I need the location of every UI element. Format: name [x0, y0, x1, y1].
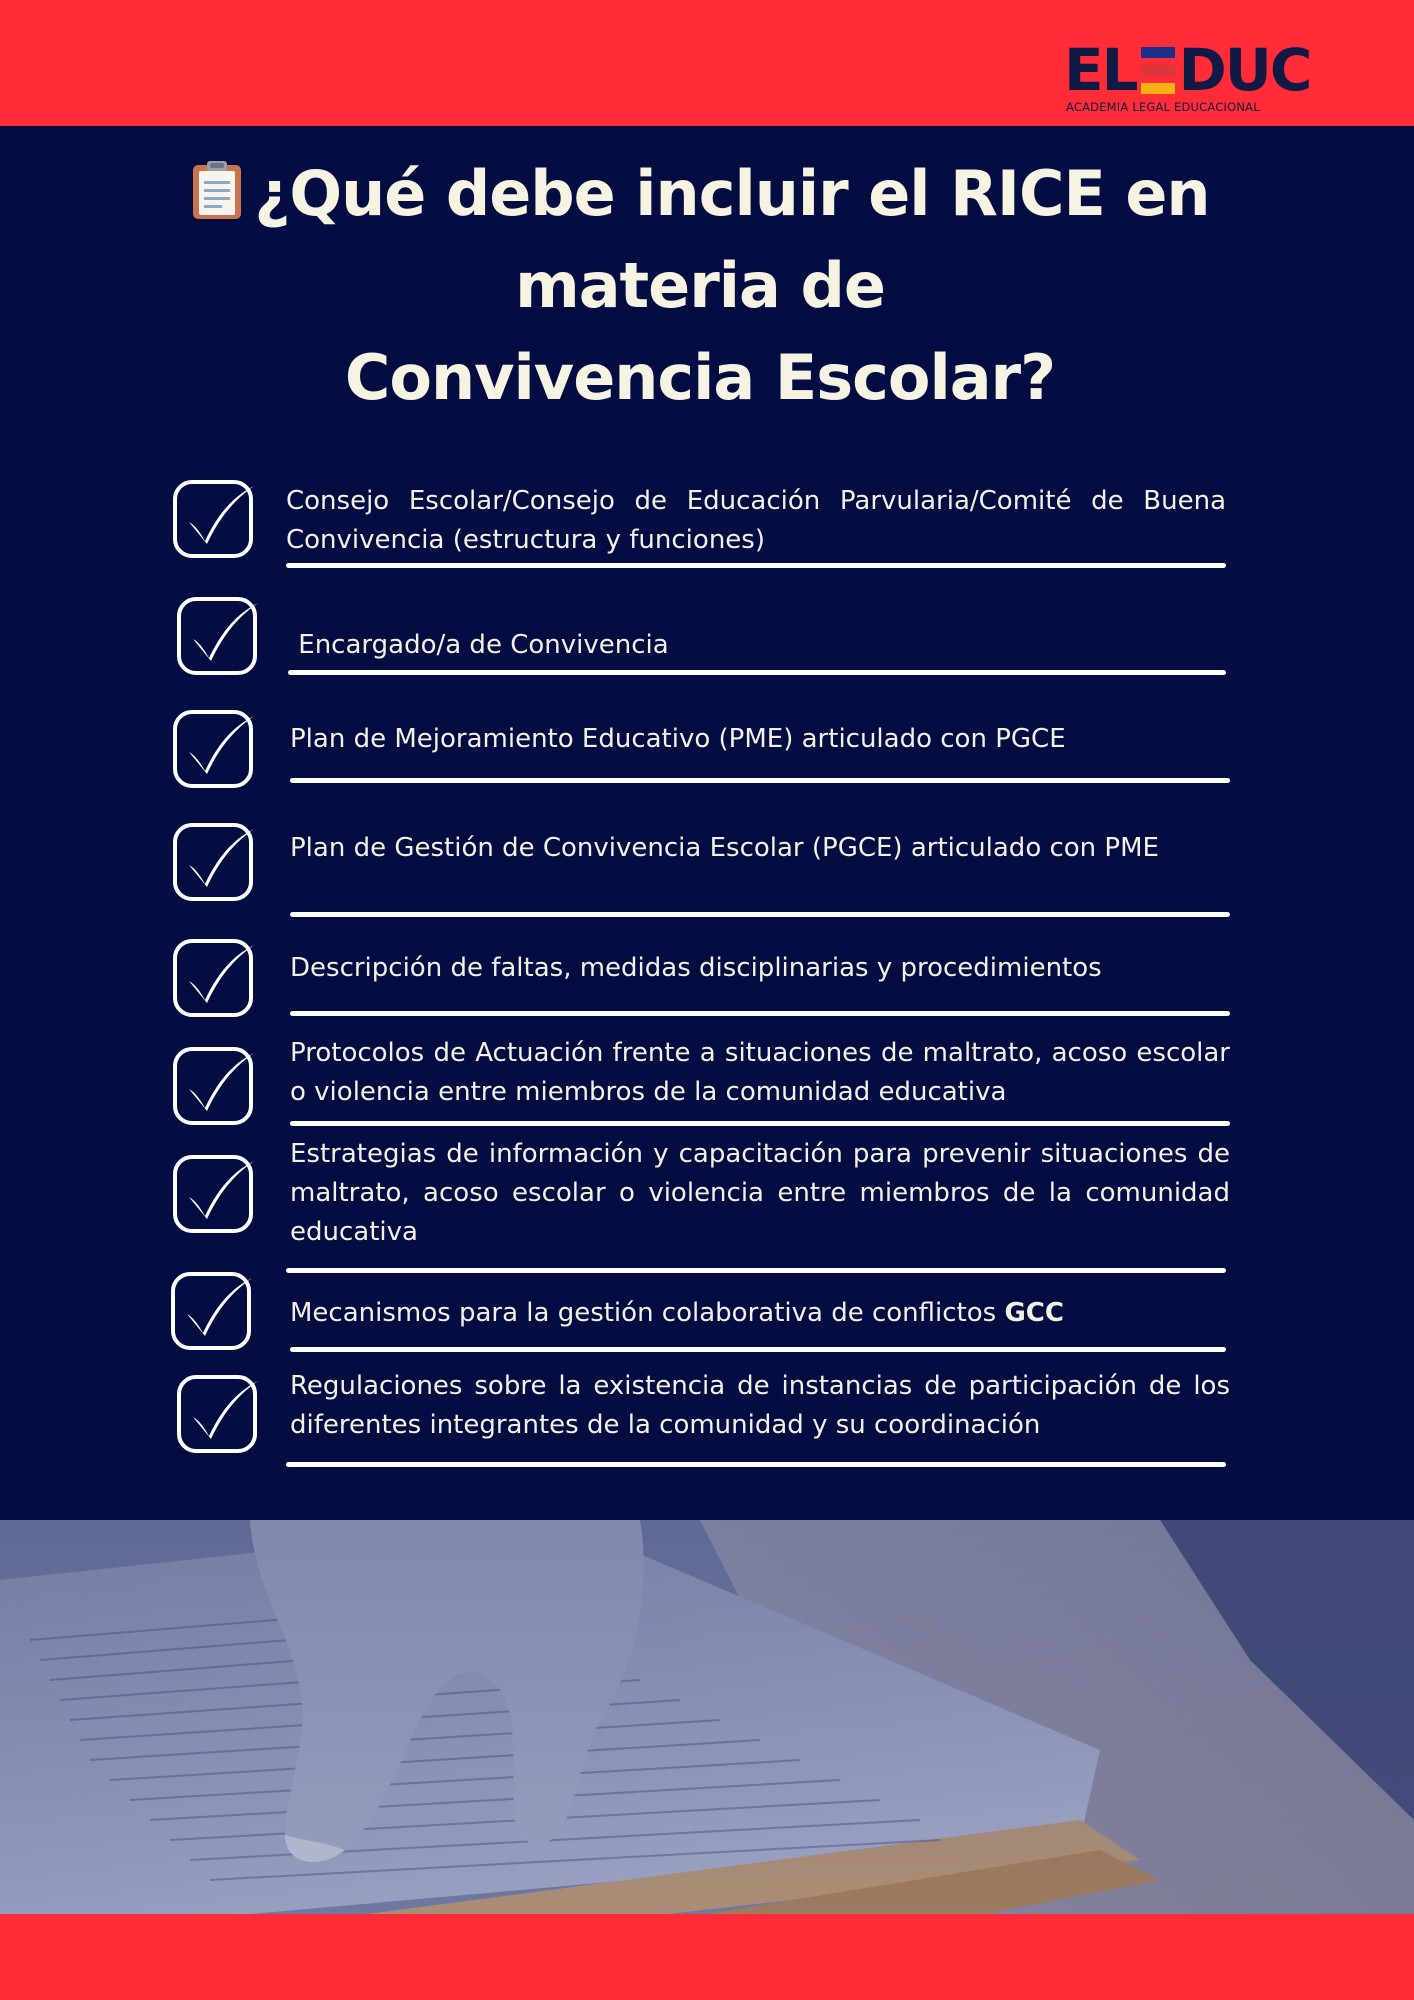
list-item-text: Regulaciones sobre la existencia de instancias de participación de los diferentes integrantes de la comunidad y su coordinación — [290, 1371, 1230, 1440]
list-item-text: Descripción de faltas, medidas disciplinarias y procedimientos — [290, 953, 1102, 983]
bottom-red-band — [0, 1914, 1414, 2000]
divider — [290, 1011, 1230, 1016]
document-reading-photo — [0, 1520, 1414, 1915]
divider — [286, 1268, 1226, 1273]
divider — [286, 1462, 1226, 1467]
checkbox-checked-icon — [172, 937, 256, 1019]
list-item-text-main: Mecanismos para la gestión colaborativa de conflictos — [290, 1298, 1005, 1328]
list-item-text: Consejo Escolar/Consejo de Educación Parvularia/Comité de Buena Convivencia (estructura y funciones) — [286, 486, 1226, 555]
checkbox-checked-icon — [172, 708, 256, 790]
divider — [290, 778, 1230, 783]
logo-subtitle: ACADEMIA LEGAL EDUCACIONAL — [1066, 100, 1260, 114]
checkbox-checked-icon — [172, 821, 256, 903]
list-item-text — [290, 1294, 1230, 1333]
list-item-text: Estrategias de información y capacitación para prevenir situaciones de maltrato, acoso escolar o violencia entre miembros de la comunidad educativa — [290, 1139, 1230, 1247]
checkbox-checked-icon — [176, 595, 260, 677]
title-line-2: materia de — [515, 249, 885, 322]
list-item-text: Encargado/a de Convivencia — [290, 630, 669, 660]
list-item-text: Protocolos de Actuación frente a situaciones de maltrato, acoso escolar o violencia entre miembros de la comunidad educativa — [290, 1038, 1230, 1107]
divider — [288, 670, 1226, 675]
logo-text-left: EL — [1064, 36, 1137, 104]
checkbox-checked-icon — [170, 1270, 254, 1352]
title-line-3: Convivencia Escolar? — [344, 341, 1056, 414]
background-photo — [0, 1520, 1414, 1915]
logo-text-right: DUC — [1178, 36, 1311, 104]
checkbox-checked-icon — [172, 1153, 256, 1235]
divider — [286, 563, 1226, 568]
checkbox-checked-icon — [172, 1045, 256, 1127]
checkbox-checked-icon — [172, 478, 256, 560]
list-item-text: Plan de Mejoramiento Educativo (PME) articulado con PGCE — [290, 724, 1066, 754]
gcc-abbreviation: GCC — [1004, 1298, 1064, 1328]
divider — [290, 1121, 1230, 1126]
title-text-1: ¿Qué debe incluir el RICE en — [254, 157, 1210, 230]
divider — [290, 912, 1230, 917]
divider — [290, 1347, 1226, 1352]
checkbox-checked-icon — [176, 1373, 260, 1455]
list-item-text: Plan de Gestión de Convivencia Escolar (PGCE) articulado con PME — [290, 833, 1159, 863]
